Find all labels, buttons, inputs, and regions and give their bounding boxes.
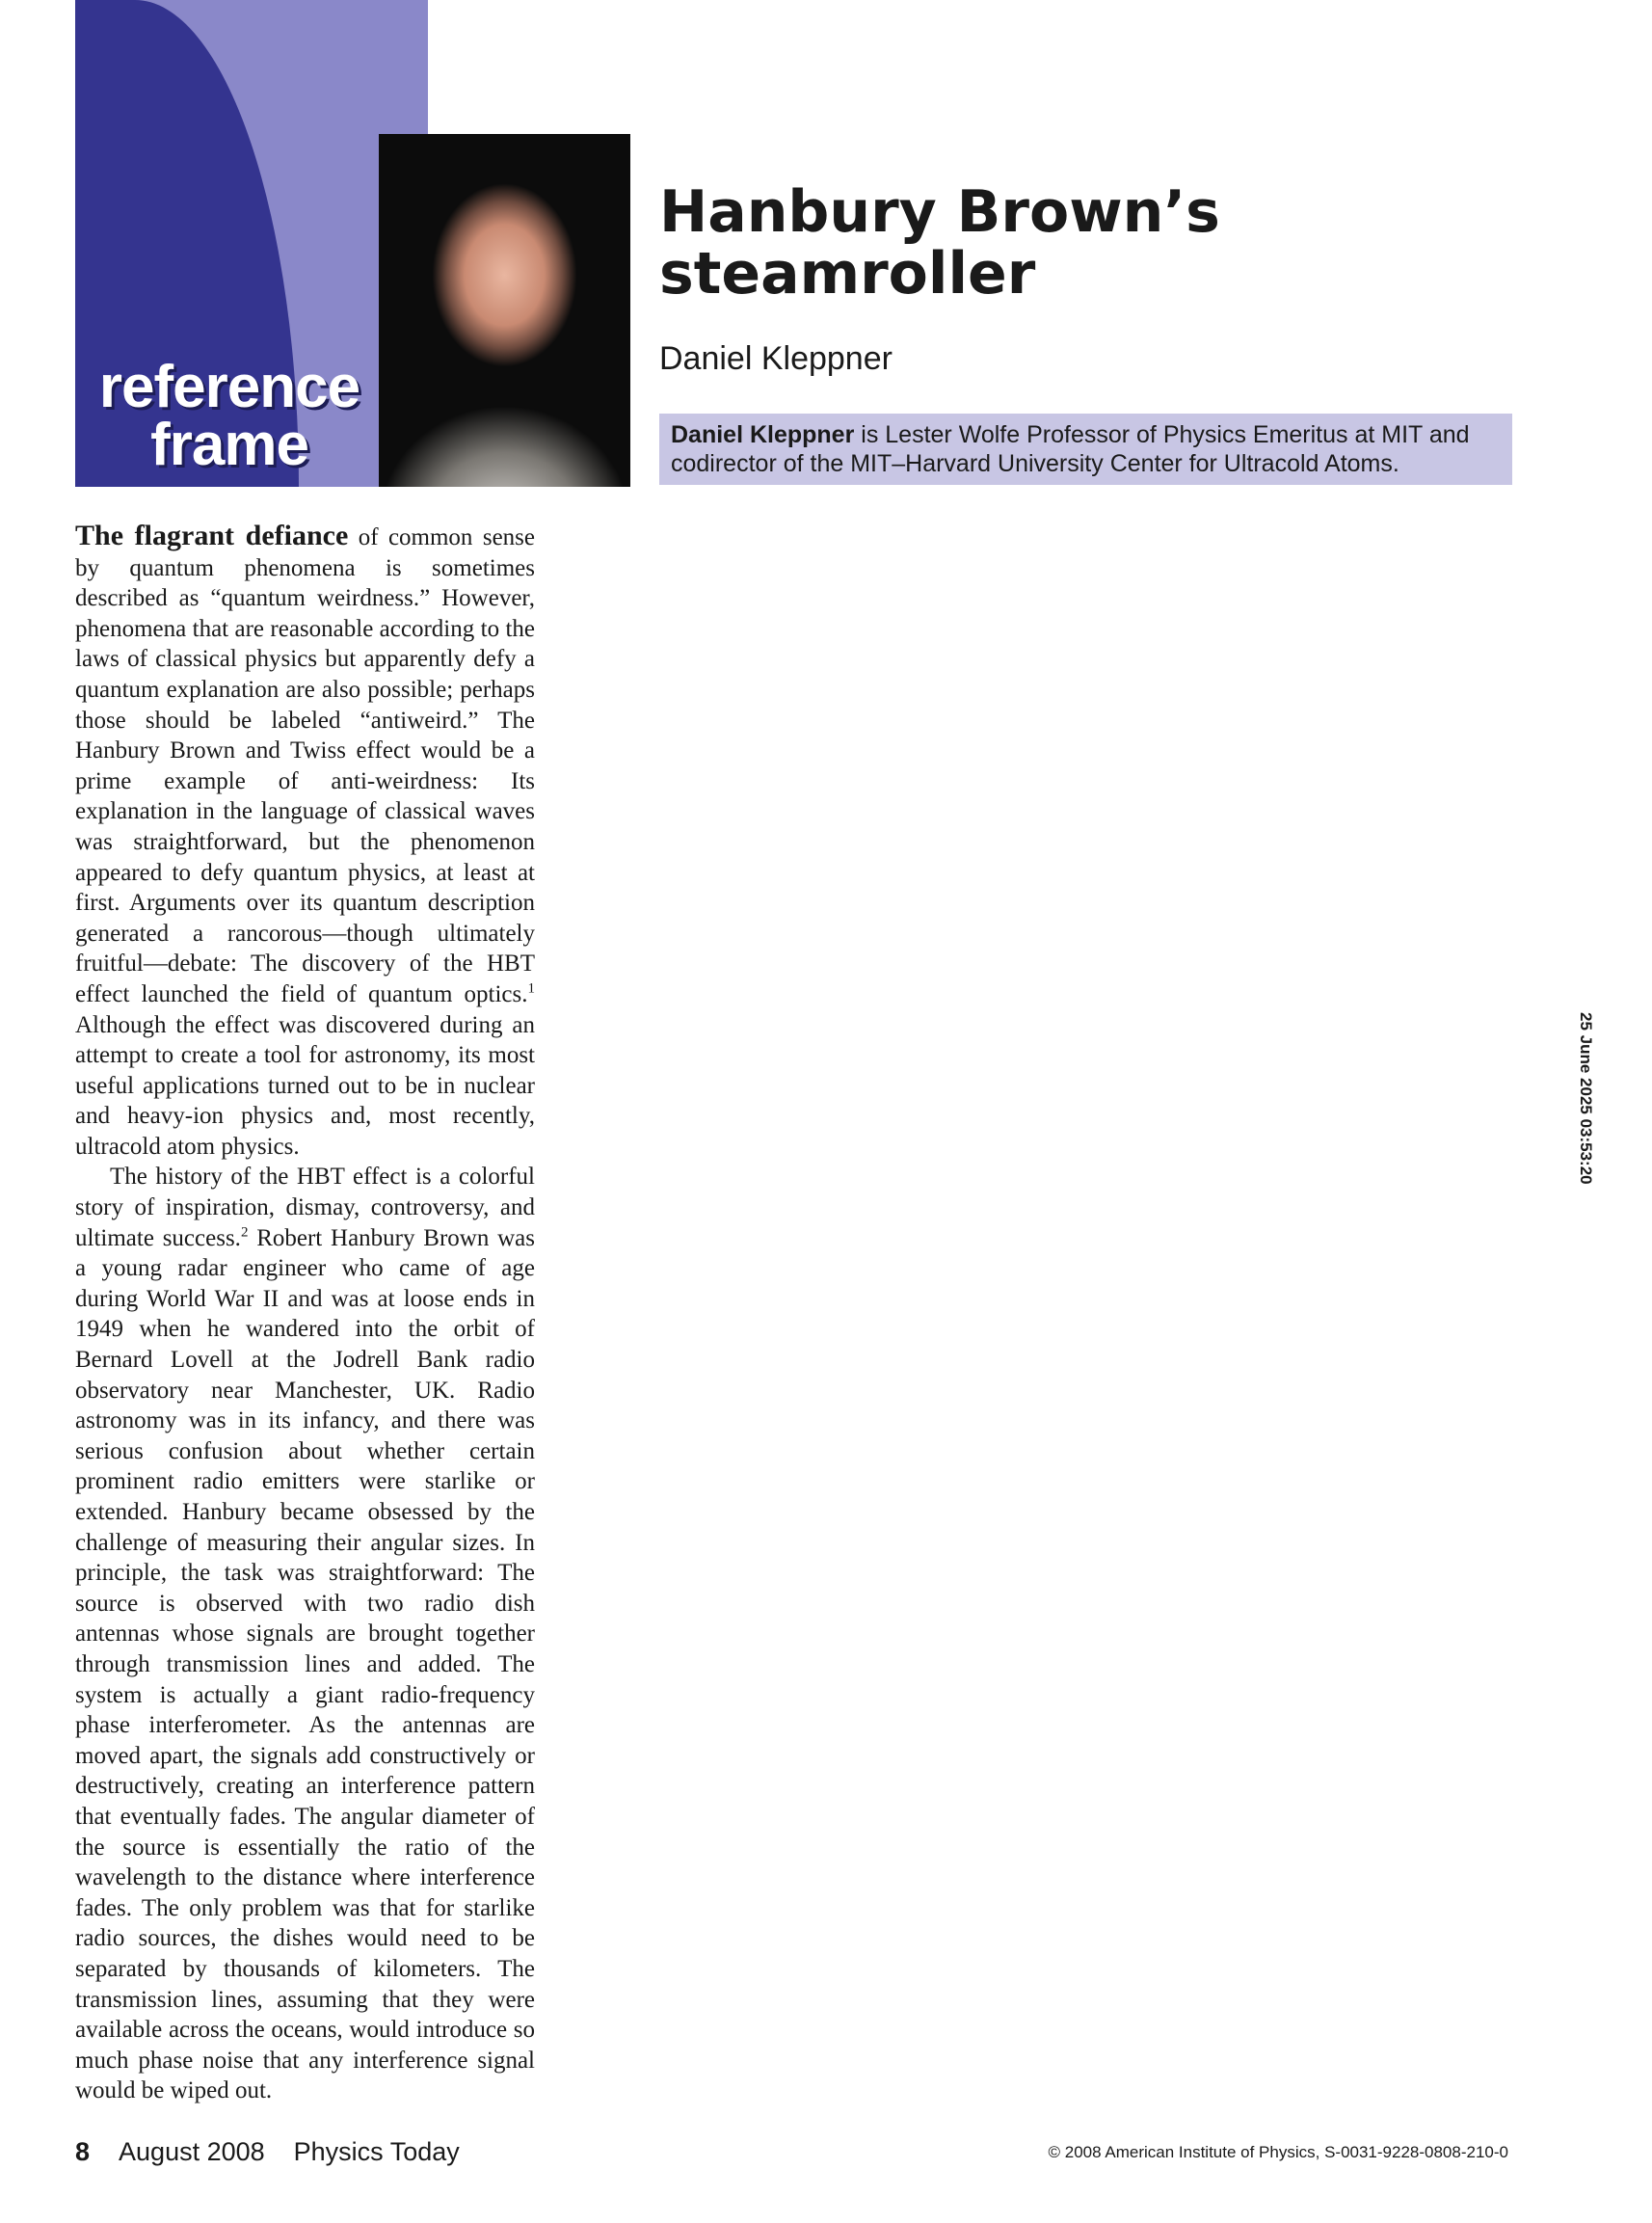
copyright-notice: © 2008 American Institute of Physics, S-0031-9228-0808-210-0 — [1048, 2143, 1508, 2161]
footnote-ref: 2 — [240, 1224, 249, 1241]
author-bio — [659, 414, 1512, 485]
section-banner — [85, 354, 374, 478]
banner-line-1: reference — [98, 354, 360, 420]
author-photo — [379, 134, 630, 487]
paragraph-2-text: The history of the HBT effect is a colorful story of inspiration, dismay, controversy, and ultimate success. — [75, 1164, 535, 1251]
banner-line-2: frame — [150, 412, 308, 478]
issue-date: August 2008 — [119, 2137, 265, 2166]
bio-name: Daniel Kleppner — [671, 421, 855, 448]
lead-in: The flagrant defiance — [75, 520, 349, 551]
download-timestamp: 25 June 2025 03:53:20 — [1577, 1012, 1595, 1185]
article-title — [659, 178, 1430, 308]
title-line-2: steamroller — [659, 240, 1036, 308]
paragraph-1-text: of common sense by quantum phenomena is sometimes described as “quantum weirdness.” However, phenomena that are reasonable according to the laws of classical physics but apparently defy a quantum explanation are also possible; perhaps those should be labeled “antiweird.” The Hanbury Brown and Twiss effect would be a prime example of anti-weirdness: Its explanation in the language of classical waves was straightforward, but the phenomenon appeared to defy quantum physics, at least at first. Arguments over its quantum description generated a rancorous—though ultimately fruitful—debate: The discovery of the HBT effect launched the field of quantum optics. — [75, 524, 535, 1007]
paragraph-2 — [75, 1162, 535, 2105]
column-1 — [75, 521, 535, 2106]
journal-name: Physics Today — [293, 2137, 460, 2166]
paragraph-2-text-cont: Robert Hanbury Brown was a young radar engineer who came of age during World War II and was at loose ends in 1949 when he wandered into the orbit of Bernard Lovell at the Jodrell Bank radio observatory near Manchester, UK. Radio astronomy was in its infancy, and there was serious confusion about whether certain prominent radio emitters were starlike or extended. Hanbury became obsessed by the challenge of measuring their angular sizes. In principle, the task was straightforward: The source is observed with two radio dish antennas whose signals are brought together through transmission lines and added. The system is actually a giant radio-frequency phase interferometer. As the antennas are moved apart, the signals add constructively or destructively, creating an interference pattern that eventually fades. The angular diameter of the source is essentially the ratio of the wavelength to the distance where interference fades. The only problem was that for starlike radio sources, the dishes would need to be separated by thousands of kilometers. The transmission lines, assuming that they were available across the oceans, would introduce so much phase noise that any interference signal would be wiped out. — [75, 1224, 536, 2104]
footnote-ref: 1 — [527, 980, 535, 997]
title-line-1: Hanbury Brown’s — [659, 178, 1220, 246]
paragraph-1 — [75, 521, 535, 1162]
page-number: 8 — [75, 2137, 91, 2166]
author-byline: Daniel Kleppner — [659, 340, 893, 377]
paragraph-1-text-cont: Although the effect was discovered during an attempt to create a tool for astronomy, its most useful applications turned out to be in nuclear and heavy-ion physics and, most recently, ultracold atom physics. — [75, 1011, 535, 1160]
bio-text: is Lester Wolfe Professor of Physics Emeritus at MIT and codirector of the MIT–Harvard University Center for Ultracold Atoms. — [671, 421, 1470, 477]
page-footer — [75, 2137, 489, 2167]
